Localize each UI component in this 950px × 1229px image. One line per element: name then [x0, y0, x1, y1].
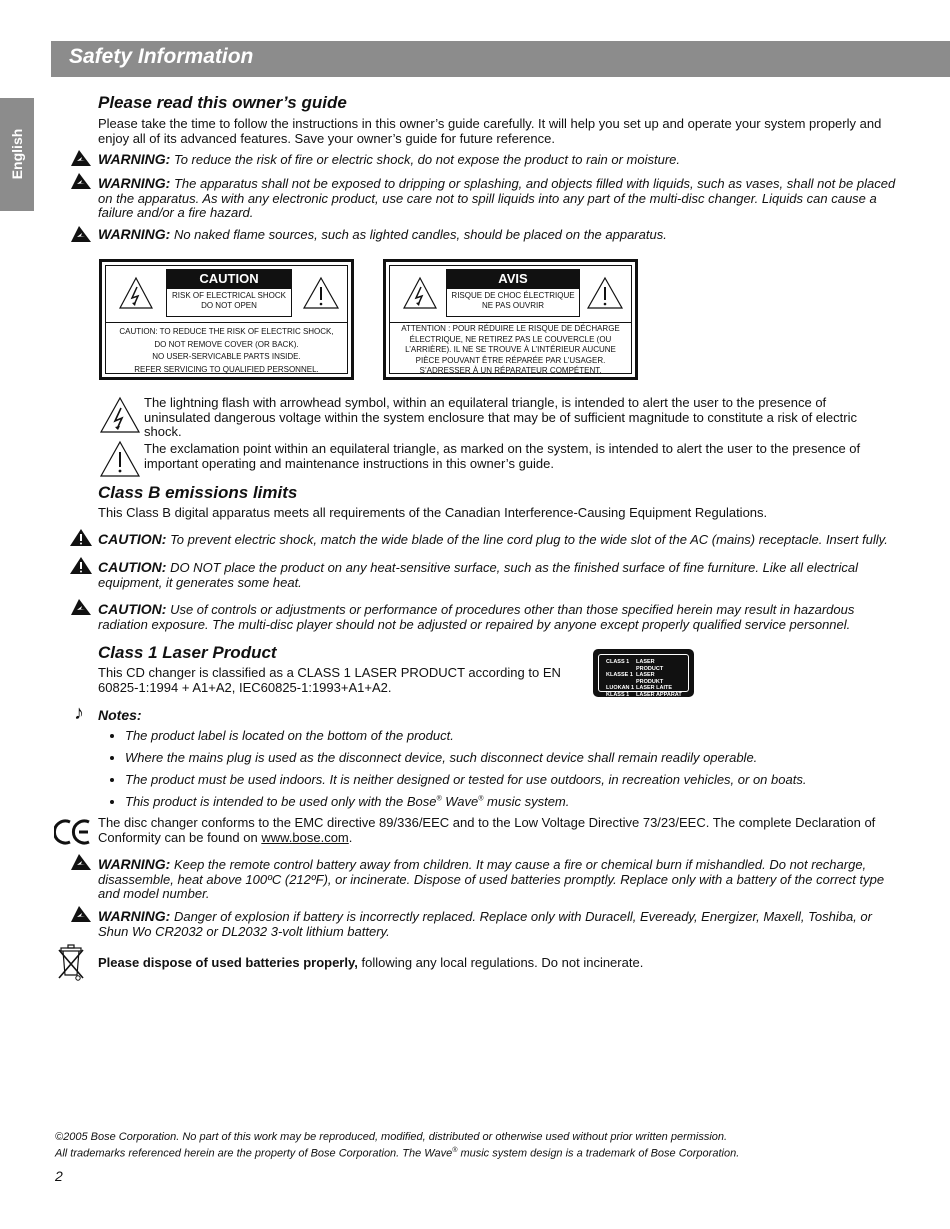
warning-keyword: WARNING:	[98, 151, 171, 167]
crossed-out-bin-icon	[56, 942, 86, 982]
ce-conformity-text: The disc changer conforms to the EMC directive 89/336/EEC and to the Low Voltage Directive 73/23/EEC. The complete Declaration of Conformity can be found on www.bose.com.	[98, 815, 876, 845]
caution-text: DO NOT place the product on any heat-sensitive surface, such as the finished surface of fine furniture. Like all electrical equipment, it generates some heat.	[98, 560, 858, 590]
warning-keyword: WARNING:	[98, 856, 171, 872]
ce-mark-icon	[54, 818, 92, 846]
music-note-icon: ♪	[74, 702, 84, 724]
warning-text: To reduce the risk of fire or electric shock, do not expose the product to rain or moisture.	[173, 152, 681, 167]
warning-hazard-icon	[69, 853, 93, 871]
avis-label-line: S’ADRESSER À UN RÉPARATEUR COMPÉTENT.	[419, 366, 602, 375]
exclamation-triangle-icon	[586, 276, 624, 310]
avis-label-line: L’ARRIÈRE). IL NE SE TROUVE À L’INTÉRIEUR AUCUNE	[405, 345, 616, 354]
note-item: • The product label is located on the bottom of the product.	[125, 728, 905, 743]
caution-label-graphic	[99, 259, 354, 380]
warning-keyword: WARNING:	[98, 226, 171, 242]
caution-label-sub: RISK OF ELECTRICAL SHOCK DO NOT OPEN	[166, 289, 292, 317]
section-title: Safety Information	[69, 45, 254, 68]
caution-keyword: CAUTION:	[98, 601, 167, 617]
avis-label-sub: RISQUE DE CHOC ÉLECTRIQUE NE PAS OUVRIR	[446, 289, 580, 317]
warning-hazard-icon	[69, 149, 93, 167]
lightning-triangle-icon	[118, 276, 154, 310]
laser-label-row: KLASS 1 LASER APPARAT	[606, 691, 682, 698]
note-item: • This product is intended to be used only with the Bose® Wave® music system.	[125, 794, 905, 809]
battery-disposal-text: Please dispose of used batteries properly, following any local regulations. Do not incinerate.	[98, 955, 644, 970]
intro-heading: Please read this owner’s guide	[98, 93, 347, 112]
warning-keyword: WARNING:	[98, 908, 171, 924]
warning-keyword: WARNING:	[98, 175, 171, 191]
exclamation-symbol-explanation: The exclamation point within an equilateral triangle, as marked on the system, is intended to alert the user to the presence of important operating and maintenance instructions in this owner’s guide.	[144, 441, 861, 471]
avis-label-text	[394, 324, 627, 377]
warning-hazard-icon	[69, 905, 93, 923]
warning-text: Danger of explosion if battery is incorrectly replaced. Replace only with Duracell, Eveready, Energizer, Maxell, Toshiba, or Shun Wo CR2032 or DL2032 3-volt lithium battery.	[98, 909, 872, 939]
warning-text: The apparatus shall not be exposed to dripping or splashing, and objects filled with liquids, such as vases, shall not be placed on the apparatus. As with any electronic product, use care not to spill liquids into any part of the multi-disc changer. Liquids can cause a failure and/or a fire hazard.	[98, 176, 896, 220]
avis-label-line: ATTENTION : POUR RÉDUIRE LE RISQUE DE DÉCHARGE	[401, 324, 620, 333]
note-item: • The product must be used indoors. It is neither designed or tested for use outdoors, in recreation vehicles, or on boats.	[125, 772, 905, 787]
caution-keyword: CAUTION:	[98, 559, 167, 575]
caution-label-line: CAUTION: TO REDUCE THE RISK OF ELECTRIC SHOCK,	[119, 327, 334, 336]
warning-item	[98, 909, 898, 939]
class-b-heading: Class B emissions limits	[98, 483, 298, 502]
warning-text: No naked flame sources, such as lighted candles, should be placed on the apparatus.	[173, 227, 667, 242]
radiation-hazard-icon	[69, 598, 93, 616]
avis-label-line: ÉLECTRIQUE, NE RETIREZ PAS LE COUVERCLE (OU	[409, 334, 612, 344]
lightning-triangle-icon	[402, 276, 438, 310]
caution-label-line: DO NOT REMOVE COVER (OR BACK).	[154, 339, 299, 349]
warning-text: Keep the remote control battery away from children. It may cause a fire or chemical burn if mishandled. Do not recharge, disassemble, heat above 100ºC (212ºF), or incinerate. Dispose of used batteries promptly. Replace only with a battery of the correct type and model number.	[98, 857, 885, 901]
caution-item	[98, 602, 898, 632]
lightning-symbol-explanation: The lightning flash with arrowhead symbol, within an equilateral triangle, is intended to alert the user to the presence of uninsulated dangerous voltage within the system enclosure that may be of sufficient magnitude to constitute a risk of electric shock.	[144, 395, 857, 439]
laser-text: This CD changer is classified as a CLASS 1 LASER PRODUCT according to EN 60825-1:1994 + A1+A2, IEC60825-1:1993+A1+A2.	[98, 665, 561, 695]
caution-text: Use of controls or adjustments or performance of procedures other than those specified herein may result in hazardous radiation exposure. The multi-disc player should not be adjusted or repaired by anyone except properly qualified service personnel.	[98, 602, 855, 632]
warning-item	[98, 857, 898, 902]
caution-item	[98, 532, 908, 548]
note-item: • Where the mains plug is used as the disconnect device, such disconnect device shall remain readily operable.	[125, 750, 905, 765]
page-number: 2	[55, 1168, 63, 1184]
notes-heading: Notes:	[98, 707, 142, 723]
intro-text: Please take the time to follow the instructions in this owner’s guide carefully. It will help you set up and operate your system properly and enjoy all of its advanced features. Save your owner’s guide for future reference.	[98, 116, 882, 146]
bose-website-link[interactable]: www.bose.com	[261, 829, 349, 845]
caution-item	[98, 560, 898, 590]
exclamation-triangle-icon	[99, 440, 141, 478]
lightning-triangle-icon	[99, 396, 141, 434]
warning-item	[98, 152, 898, 168]
language-tab	[0, 98, 34, 211]
caution-keyword: CAUTION:	[98, 531, 167, 547]
laser-product-label	[593, 649, 694, 697]
copyright-notice: ©2005 Bose Corporation. No part of this work may be reproduced, modified, distributed or otherwise used without prior written permission.	[55, 1131, 728, 1143]
avis-label-line: PIÈCE POUVANT ÊTRE RÉPARÉE PAR L’USAGER.	[415, 355, 606, 365]
notes-list	[110, 718, 905, 809]
class-b-text: This Class B digital apparatus meets all requirements of the Canadian Interference-Causing Equipment Regulations.	[98, 505, 768, 520]
caution-exclamation-icon	[69, 528, 93, 547]
caution-label-line: REFER SERVICING TO QUALIFIED PERSONNEL.	[134, 364, 319, 374]
section-header-bar	[51, 41, 950, 77]
laser-heading: Class 1 Laser Product	[98, 643, 277, 662]
laser-label-row: LUOKAN 1 LASER LAITE	[606, 685, 673, 692]
warning-hazard-icon	[69, 225, 93, 243]
trademark-notice: All trademarks referenced herein are the property of Bose Corporation. The Wave® music system design is a trademark of Bose Corporation.	[55, 1147, 740, 1160]
caution-label-text	[110, 326, 343, 376]
caution-text: To prevent electric shock, match the wide blade of the line cord plug to the wide slot of the AC (mains) receptacle. Insert fully.	[170, 532, 888, 547]
language-tab-label: English	[9, 128, 25, 180]
caution-label-line: NO USER-SERVICABLE PARTS INSIDE.	[152, 352, 301, 361]
laser-label-row: CLASS 1 LASER PRODUCT	[606, 659, 664, 672]
laser-label-row: KLASSE 1 LASER PRODUKT	[606, 672, 664, 685]
warning-item	[98, 176, 898, 221]
warning-hazard-icon	[69, 172, 93, 190]
avis-label-graphic	[383, 259, 638, 380]
caution-exclamation-icon	[69, 556, 93, 575]
avis-label-head: AVIS	[446, 269, 580, 289]
exclamation-triangle-icon	[302, 276, 340, 310]
caution-label-head: CAUTION	[166, 269, 292, 289]
warning-item	[98, 227, 898, 243]
